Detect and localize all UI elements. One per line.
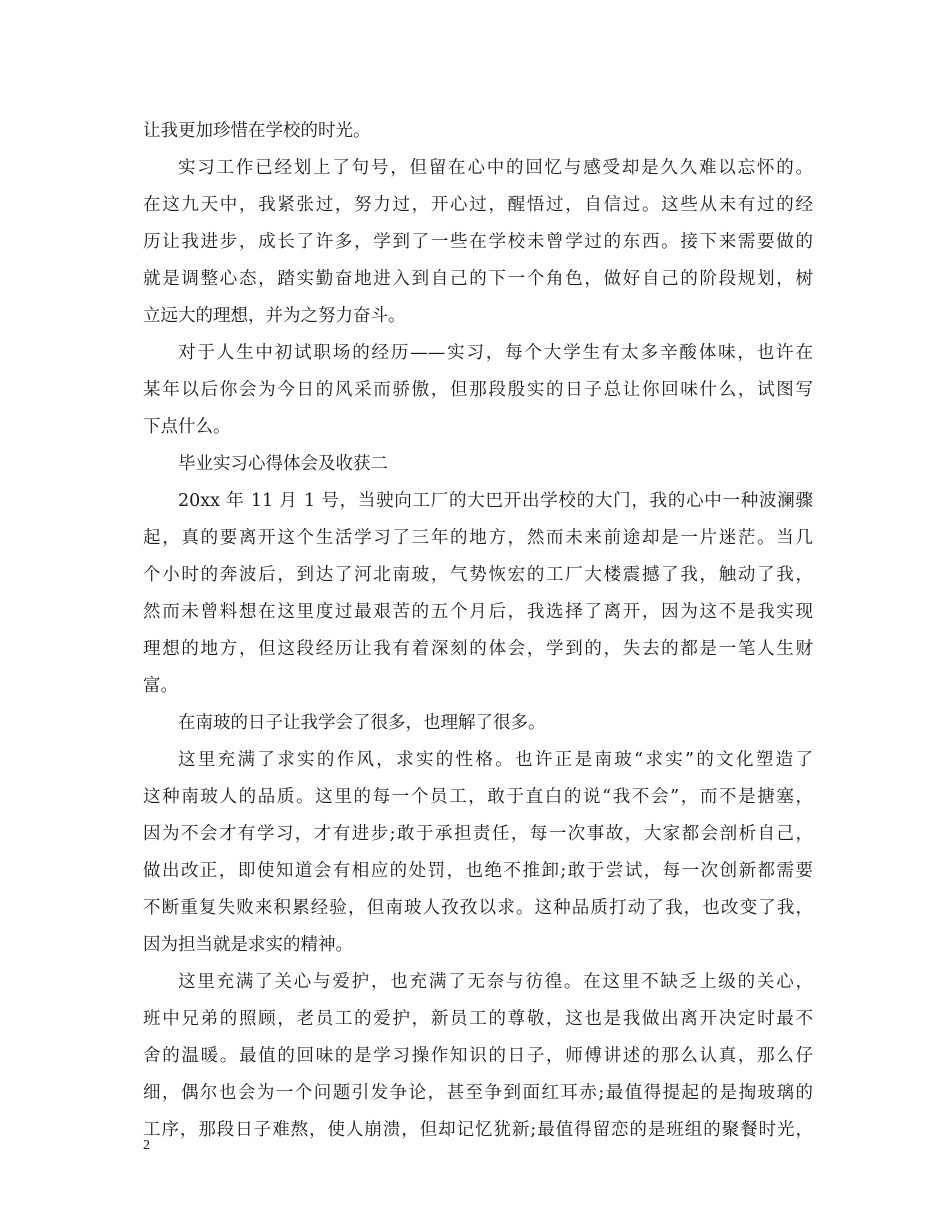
text-line: 这里充满了关心与爱护，也充满了无奈与彷徨。在这里不缺乏上级的关心， [178, 972, 813, 992]
text-line: 20xx 年 11 月 1 号，当驶向工厂的大巴开出学校的大门，我的心中一种波澜骤 [178, 491, 813, 511]
text-line: 理想的地方，但这段经历让我有着深刻的体会，学到的，失去的都是一笔人生财 [143, 639, 813, 659]
text-line: 班中兄弟的照顾，老员工的爱护，新员工的尊敬，这也是我做出离开决定时最不 [143, 1009, 813, 1029]
text-line: 细，偶尔也会为一个问题引发争论，甚至争到面红耳赤;最值得提起的是掏玻璃的 [143, 1083, 813, 1103]
text-line: 因为不会才有学习，才有进步;敢于承担责任，每一次事故，大家都会剖析自己， [143, 824, 813, 844]
text-line: 做出改正，即使知道会有相应的处罚，也绝不推卸;敢于尝试，每一次创新都需要 [143, 861, 813, 881]
text-line: 然而未曾料想在这里度过最艰苦的五个月后，我选择了离开，因为这不是我实现 [143, 602, 813, 622]
text-line: 某年以后你会为今日的风采而骄傲，但那段殷实的日子总让你回味什么，试图写 [143, 380, 813, 400]
text-line: 工序，那段日子难熬，使人崩溃，但却记忆犹新;最值得留恋的是班组的聚餐时光， [143, 1120, 813, 1140]
text-line: 下点什么。 [143, 417, 231, 437]
text-line: 对于人生中初试职场的经历——实习，每个大学生有太多辛酸体味，也许在 [178, 343, 813, 363]
text-line: 在这九天中，我紧张过，努力过，开心过，醒悟过，自信过。这些从未有过的经 [143, 195, 813, 215]
text-line: 这里充满了求实的作风，求实的性格。也许正是南玻“求实”的文化塑造了 [178, 750, 813, 770]
text-line: 就是调整心态，踏实勤奋地进入到自己的下一个角色，做好自己的阶段规划，树 [143, 269, 813, 289]
text-line: 不断重复失败来积累经验，但南玻人孜孜以求。这种品质打动了我，也改变了我， [143, 898, 813, 918]
page-number: 2 [143, 1138, 150, 1153]
text-line: 这种南玻人的品质。这里的每一个员工，敢于直白的说“我不会”，而不是搪塞， [143, 787, 813, 807]
text-line: 毕业实习心得体会及收获二 [178, 454, 388, 474]
text-line: 让我更加珍惜在学校的时光。 [143, 121, 371, 141]
body-text [143, 113, 813, 1149]
text-line: 富。 [143, 676, 178, 696]
text-line: 因为担当就是求实的精神。 [143, 935, 353, 955]
text-line: 个小时的奔波后，到达了河北南玻，气势恢宏的工厂大楼震撼了我，触动了我， [143, 565, 813, 585]
text-line: 起，真的要离开这个生活学习了三年的地方，然而未来前途却是一片迷茫。当几 [143, 528, 813, 548]
text-line: 舍的温暖。最值的回味的是学习操作知识的日子，师傅讲述的那么认真，那么仔 [143, 1046, 813, 1066]
text-line: 历让我进步，成长了许多，学到了一些在学校未曾学过的东西。接下来需要做的 [143, 232, 813, 252]
text-line: 立远大的理想，并为之努力奋斗。 [143, 306, 406, 326]
text-line: 实习工作已经划上了句号，但留在心中的回忆与感受却是久久难以忘怀的。 [178, 158, 813, 178]
text-line: 在南玻的日子让我学会了很多，也理解了很多。 [178, 713, 546, 733]
